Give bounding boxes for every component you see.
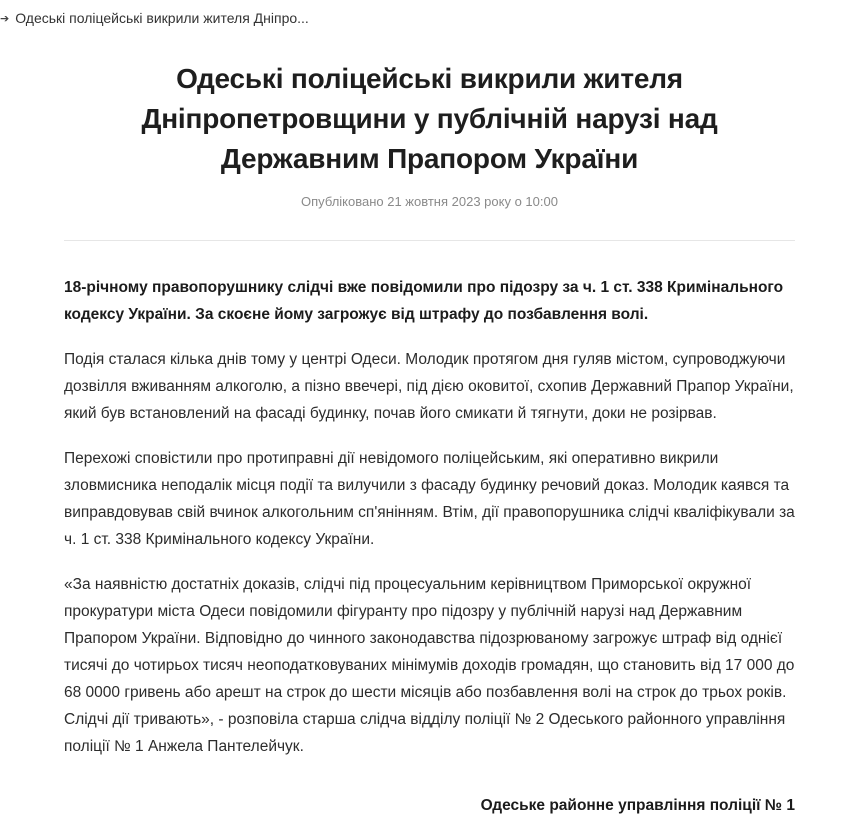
- breadcrumb-current-page[interactable]: Одеські поліцейські викрили жителя Дніпро...: [15, 10, 309, 26]
- article-lead: 18-річному правопорушнику слідчі вже повідомили про підозру за ч. 1 ст. 338 Кримінального кодексу України. За скоєне йому загрожує від штрафу до позбавлення волі.: [64, 279, 784, 323]
- article-paragraph-2: Перехожі сповістили про протиправні дії невідомого поліцейським, які оперативно викрили зловмисника неподалік місця події та вилучили з фасаду будинку речовий доказ. Молодик каявся та виправдовував свій вчинок алкогольним сп'янінням. Втім, дії правопорушника слідчі кваліфікували за ч. 1 ст. 338 Кримінального кодексу України.: [64, 450, 795, 548]
- article-body: [64, 274, 795, 760]
- article-paragraph-3: «За наявністю достатніх доказів, слідчі під процесуальним керівництвом Приморської окружної прокуратури міста Одеси повідомили фігуранту про підозру у публічній нарузі над Державним Прапором України. Відповідно до чинного законодавства підозрюваному загрожує штраф від однієї тисячі до чотирьох тисяч неоподатковуваних мінімумів доходів громадян, що становить від 17 000 до 68 0000 гривень або арешт на строк до шести місяців або позбавлення волі на строк до трьох років. Слідчі дії тривають», - розповіла старша слідча відділу поліції № 2 Одеського районного управління поліції № 1 Анжела Пантелейчук.: [64, 576, 795, 755]
- article-title: Одеські поліцейські викрили жителя Дніпропетровщини у публічній нарузі над Державним Прапором України: [141, 63, 718, 174]
- article-paragraph-1: Подія сталася кілька днів тому у центрі Одеси. Молодик протягом дня гуляв містом, супроводжуючи дозвілля вживанням алкоголю, а пізно ввечері, під дією оковитої, схопив Державний Прапор України, який був встановлений на фасаді будинку, почав його смикати й тягнути, доки не розірвав.: [64, 351, 794, 422]
- breadcrumb[interactable]: [0, 10, 309, 26]
- article-signature: Одеське районне управління поліції № 1: [480, 797, 795, 814]
- breadcrumb-arrow-icon: ➔: [0, 12, 10, 25]
- header-divider: [64, 240, 795, 241]
- publication-date: Опубліковано 21 жовтня 2023 року о 10:00: [301, 194, 558, 209]
